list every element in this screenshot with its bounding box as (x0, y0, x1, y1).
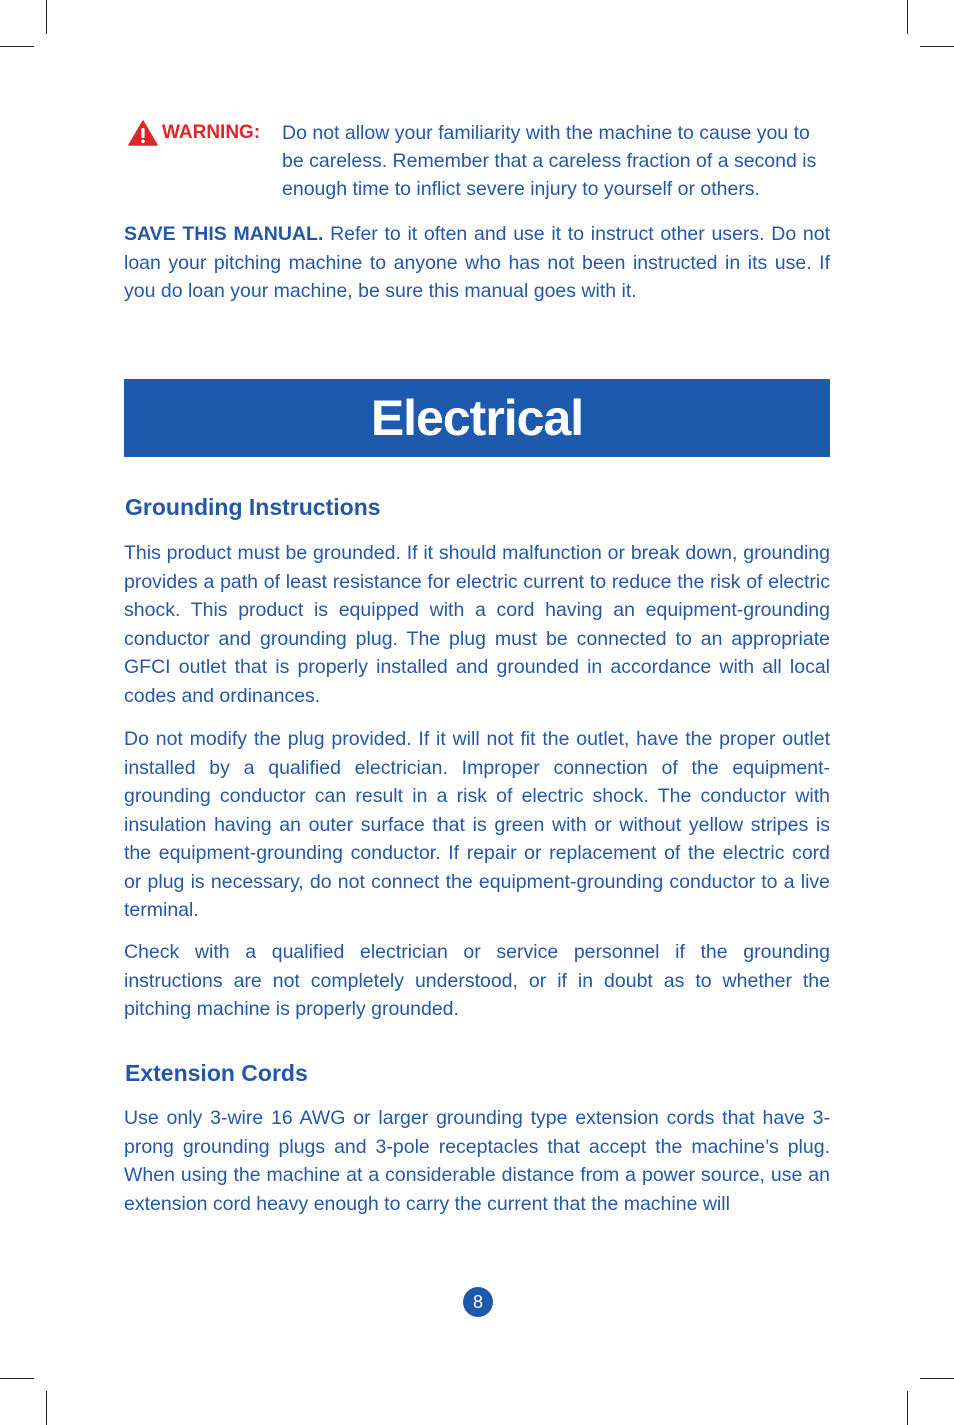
save-manual-paragraph (124, 220, 830, 306)
warning-triangle-icon (128, 120, 158, 146)
crop-mark (920, 1378, 954, 1379)
save-manual-text: Refer to it often and use it to instruct other users. Do not loan your pitching machine to anyone who has not been instructed in its use. If you do loan your machine, be sure this manual goes with it. (124, 223, 831, 302)
crop-mark (46, 0, 47, 34)
crop-mark (0, 46, 34, 47)
crop-mark (907, 0, 908, 34)
extension-paragraph-1: Use only 3-wire 16 AWG or larger grounding type extension cords that have 3-prong grounding plugs and 3-pole receptacles that accept the machine’s plug. When using the machine at a considerable distance from a power source, use an extension cord heavy enough to carry the current that the machine will (124, 1107, 830, 1215)
banner-title: Electrical (370, 390, 584, 446)
grounding-paragraph-3: Check with a qualified electrician or service personnel if the grounding instructions are not completely understood, or if in doubt as to whether the pitching machine is properly grounded. (124, 941, 830, 1020)
warning-text: Do not allow your familiarity with the machine to cause you to be careless. Remember that a careless fraction of a second is enough time to inflict severe injury to yourself or others. (282, 122, 817, 200)
crop-mark (920, 46, 954, 47)
warning-label-text: WARNING: (162, 122, 261, 143)
page-number: 8 (463, 1287, 493, 1317)
section-banner (124, 379, 830, 457)
grounding-paragraph-1: This product must be grounded. If it should malfunction or break down, grounding provides a path of least resistance for electric current to reduce the risk of electric shock. This product is equipped with a cord having an equipment-grounding conductor and grounding plug. The plug must be connected to an appropriate GFCI outlet that is properly installed and grounded in accordance with all local codes and ordinances. (124, 542, 830, 707)
grounding-paragraph-2: Do not modify the plug provided. If it will not fit the outlet, have the proper outlet installed by a qualified electrician. Improper connection of the equipment-grounding conductor can result in a risk of electric shock. The conductor with insulation having an outer surface that is green with or without yellow stripes is the equipment-grounding conductor. If repair or replacement of the electric cord or plug is necessary, do not connect the equipment-grounding conductor to a live terminal. (124, 728, 830, 921)
extension-heading: Extension Cords (125, 1060, 308, 1086)
crop-mark (46, 1391, 47, 1425)
crop-mark (0, 1378, 34, 1379)
save-manual-lead: SAVE THIS MANUAL. (124, 223, 324, 245)
crop-mark (907, 1391, 908, 1425)
warning-label (128, 119, 260, 147)
grounding-heading: Grounding Instructions (125, 494, 381, 520)
